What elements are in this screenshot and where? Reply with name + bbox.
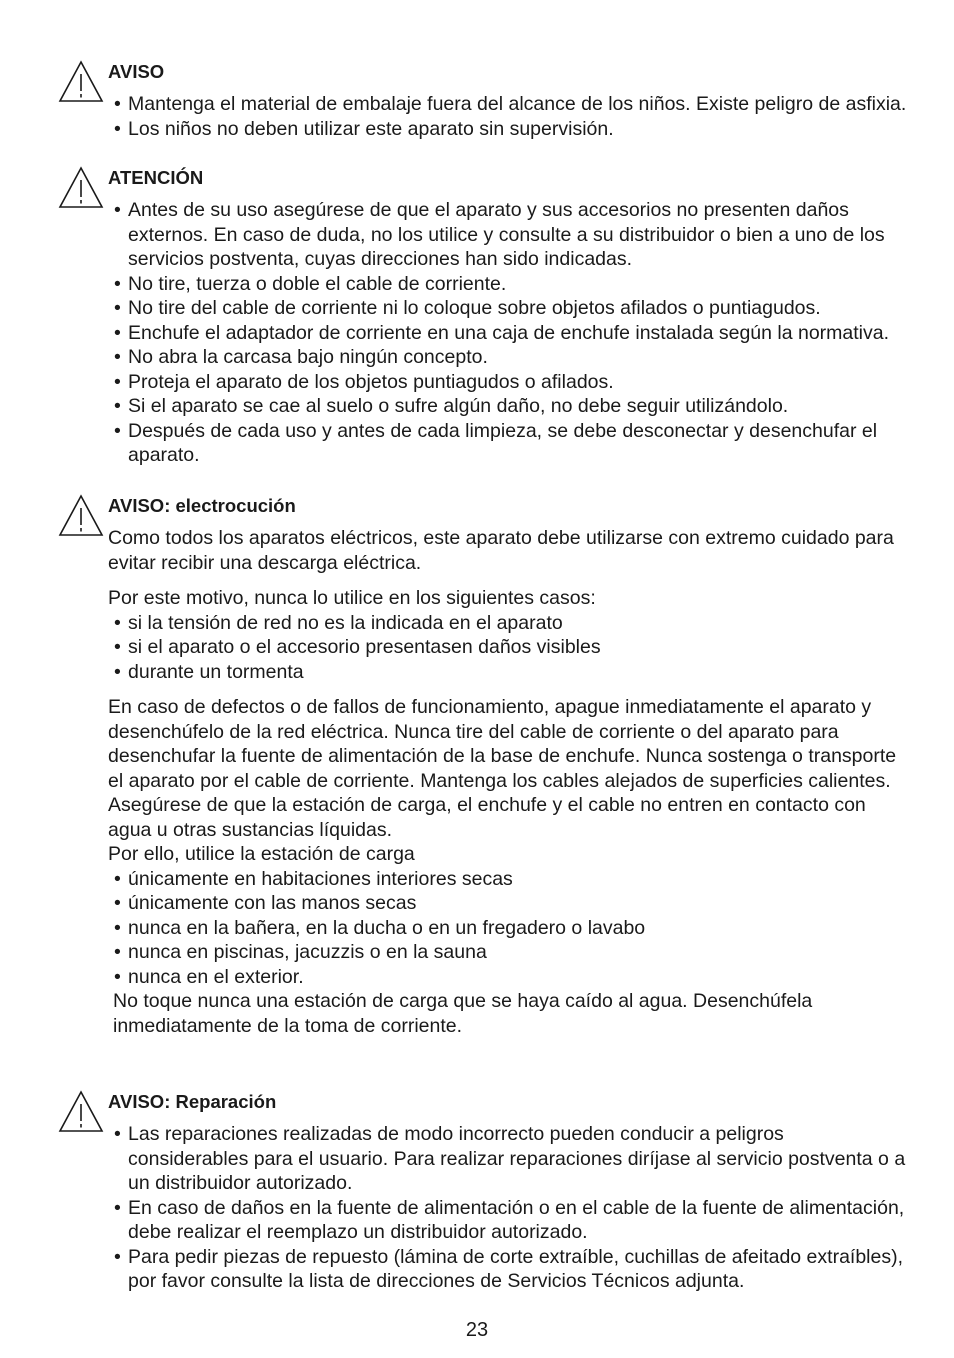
list-item: • únicamente con las manos secas <box>108 891 908 916</box>
list-item: • Antes de su uso asegúrese de que el aparato y sus accesorios no presenten daños externos. En caso de duda, no los utilice y consulte a su distribuidor o bien a uno de los servicios postventa, cuyas direcciones han sido indicadas. <box>108 198 908 272</box>
page-number: 23 <box>465 1319 489 1341</box>
list-item: • Mantenga el material de embalaje fuera del alcance de los niños. Existe peligro de asfixia. <box>108 92 908 117</box>
list-item: • nunca en el exterior. <box>108 965 908 990</box>
cases-intro: Por este motivo, nunca lo utilice en los siguientes casos: <box>108 587 596 609</box>
list-item: • Para pedir piezas de repuesto (lámina de corte extraíble, cuchillas de afeitado extraíbles), por favor consulte la lista de direcciones de Servicios Técnicos adjunta. <box>108 1245 908 1294</box>
list-item: • Enchufe el adaptador de corriente en una caja de enchufe instalada según la normativa. <box>108 321 908 346</box>
bullet-list <box>108 1122 908 1294</box>
bullet-list <box>108 611 908 685</box>
list-item: • Después de cada uso y antes de cada limpieza, se debe desconectar y desenchufar el aparato. <box>108 419 908 468</box>
list-item: • si la tensión de red no es la indicada en el aparato <box>108 611 908 636</box>
list-item: • durante un tormenta <box>108 660 908 685</box>
bullet-list <box>108 92 908 141</box>
section-heading: AVISO: Reparación <box>108 1091 277 1112</box>
list-item: • En caso de daños en la fuente de alimentación o en el cable de la fuente de alimentación, debe realizar el reemplazo un distribuidor autorizado. <box>108 1196 908 1245</box>
intro-paragraph: Como todos los aparatos eléctricos, este aparato debe utilizarse con extremo cuidado para evitar recibir una descarga eléctrica. <box>108 527 894 574</box>
list-item: • No abra la carcasa bajo ningún concepto. <box>108 345 908 370</box>
list-item: • No tire, tuerza o doble el cable de corriente. <box>108 272 908 297</box>
warning-triangle-icon <box>58 1090 104 1134</box>
warning-section-electrocucion <box>58 494 908 1038</box>
warning-section-aviso <box>58 60 908 141</box>
defects-paragraph: En caso de defectos o de fallos de funcionamiento, apague inmediatamente el aparato y desenchúfelo de la red eléctrica. Nunca tire del cable de corriente o del aparato para desenchufar la fuente de alimentación de la base de enchufe. Nunca sostenga o transporte el aparato por el cable de corriente. Mantenga los cables alejados de superficies calientes. <box>108 696 897 792</box>
warning-triangle-icon <box>58 494 104 538</box>
bullet-list <box>108 198 908 468</box>
closing-paragraph: No toque nunca una estación de carga que se haya caído al agua. Desenchúfela inmediatamente de la toma de corriente. <box>113 990 813 1037</box>
list-item: • nunca en la bañera, en la ducha o en un fregadero o lavabo <box>108 916 908 941</box>
section-heading: ATENCIÓN <box>108 167 204 188</box>
list-item: • únicamente en habitaciones interiores secas <box>108 867 908 892</box>
list-item: • Las reparaciones realizadas de modo incorrecto pueden conducir a peligros considerables para el usuario. Para realizar reparaciones diríjase al servicio postventa o a un distribuidor autorizado. <box>108 1122 908 1196</box>
section-heading: AVISO: electrocución <box>108 495 296 516</box>
list-item: • Si el aparato se cae al suelo o sufre algún daño, no debe seguir utilizándolo. <box>108 394 908 419</box>
list-item: • Proteja el aparato de los objetos puntiagudos o afilados. <box>108 370 908 395</box>
list-item: • si el aparato o el accesorio presentasen daños visibles <box>108 635 908 660</box>
list-item: • nunca en piscinas, jacuzzis o en la sauna <box>108 940 908 965</box>
warning-triangle-icon <box>58 166 104 210</box>
list-item: • Los niños no deben utilizar este aparato sin supervisión. <box>108 117 908 142</box>
bullet-list <box>108 867 908 990</box>
warning-triangle-icon <box>58 60 104 104</box>
water-paragraph: Asegúrese de que la estación de carga, el enchufe y el cable no entren en contacto con agua u otras sustancias líquidas. <box>108 794 866 841</box>
section-heading: AVISO <box>108 61 165 82</box>
list-item: • No tire del cable de corriente ni lo coloque sobre objetos afilados o puntiagudos. <box>108 296 908 321</box>
warning-section-atencion <box>58 166 908 468</box>
use-intro: Por ello, utilice la estación de carga <box>108 843 415 865</box>
warning-section-reparacion <box>58 1090 908 1294</box>
